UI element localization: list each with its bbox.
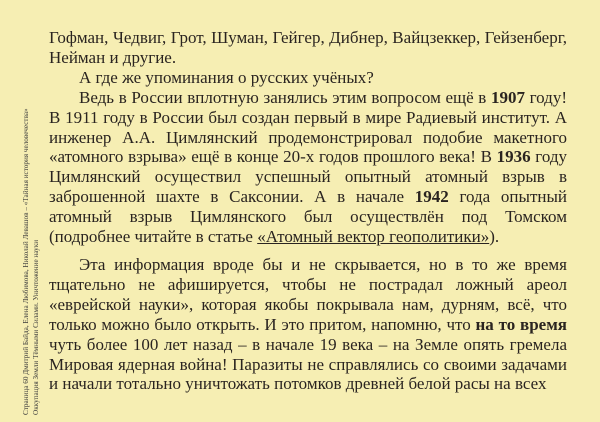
sidebar-book-info: Страница 60 Дмитрий Байда, Елена Любимова, Николай Левашов – «Тайная история человечества» (22, 108, 30, 415)
year-1907: 1907 (490, 87, 525, 107)
bold-phrase: на то время (475, 314, 567, 334)
sidebar-chapter-info: Оккупация Земли Тёмными Силами. Уничтожение науки (32, 239, 40, 415)
paragraph-information (49, 255, 567, 394)
year-1936: 1936 (496, 147, 531, 167)
text-run: чуть более 100 лет назад – в начале 19 века – на Земле опять гремела Мировая ядерная война! Паразиты не справлялись со своими задачами и начали тотально уничтожать потомков древней белой расы на всех (49, 334, 567, 394)
year-1942: 1942 (414, 187, 449, 207)
paragraph-russian-research (49, 88, 567, 247)
text-run: ). (489, 227, 500, 247)
text-run: Ведь в России вплотную занялись этим вопросом ещё в (79, 87, 491, 107)
text-run: году! В 1911 году в России был создан первый в мире Радиевый институт. А инженер А.А. Цимлянский продемонстрировал подобие макетного «атомного взрыва» ещё в конце 20-х годов прошлого века! В (49, 87, 567, 167)
article-link[interactable]: «Атомный вектор геополитики» (257, 227, 490, 247)
paragraph-names-list: Гофман, Чедвиг, Грот, Шуман, Гейгер, Дибнер, Вайцзеккер, Гейзенберг, Нейман и другие. (49, 28, 567, 67)
text-run: года опытный атомный взрыв Цимлянского был осуществлён под Томском (подробнее читайте в статье (49, 187, 567, 247)
body-text (49, 28, 567, 394)
paragraph-question: А где же упоминания о русских учёных? (79, 67, 374, 87)
text-run: году Цимлянский осуществил успешный опытный атомный взрыв в заброшенной шахте в Саксонии. А в начале (49, 147, 567, 207)
text-run: Эта информация вроде бы и не скрывается, но в то же время тщательно не афишируется, чтобы не пострадал ложный ареол «еврейской науки», которая якобы покрывала нам, дурням, всё, что только можно было открыть. И это притом, напомню, что (49, 254, 567, 334)
page-sidebar (8, 0, 46, 422)
